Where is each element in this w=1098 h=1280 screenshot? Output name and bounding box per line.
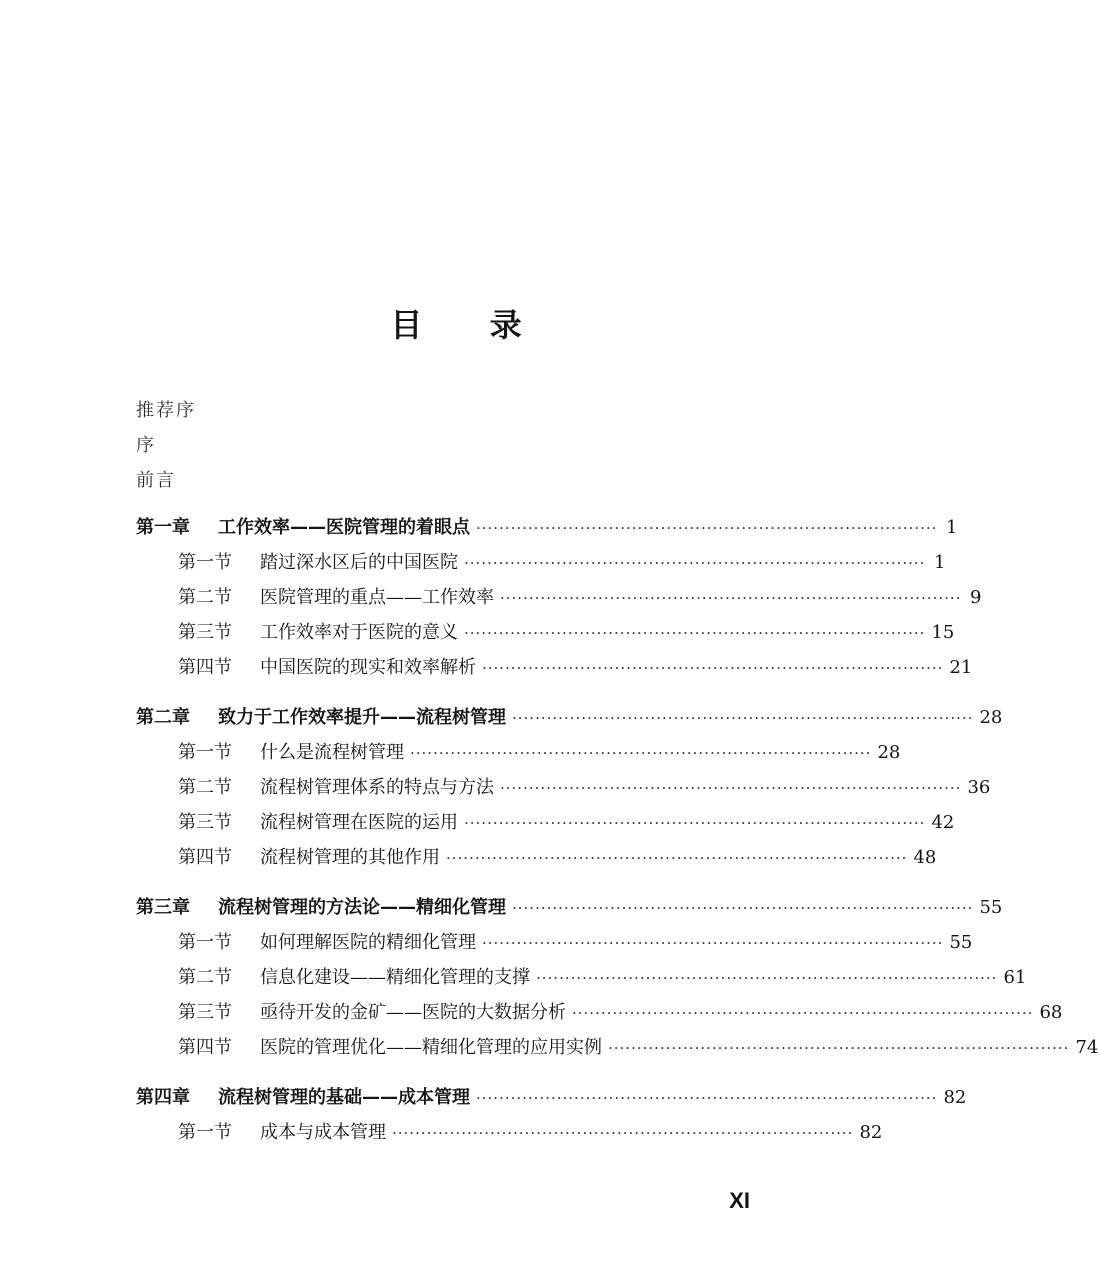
section-title: 流程树管理在医院的运用	[260, 812, 458, 833]
chapter-gap	[136, 875, 756, 890]
chapter-label: 第二章	[136, 707, 190, 728]
section-page-number: 61	[1003, 967, 1027, 988]
toc-chapter-entry[interactable]	[136, 700, 1003, 735]
dot-leader: ················································································	[392, 1124, 854, 1142]
dot-leader: ················································································	[464, 814, 926, 832]
section-title: 信息化建设——精细化管理的支撑	[260, 967, 530, 988]
toc-section-entry[interactable]	[136, 960, 1027, 995]
dot-leader: ················································································	[482, 934, 944, 952]
chapter-title: 致力于工作效率提升——流程树管理	[218, 707, 506, 728]
section-page-number: 68	[1039, 1002, 1063, 1023]
front-matter-recommendation-preface: 推荐序	[136, 400, 196, 421]
toc-section-entry[interactable]	[136, 925, 973, 960]
dot-leader: ················································································	[464, 554, 926, 572]
section-page-number: 28	[877, 742, 901, 763]
section-page-number: 42	[931, 812, 955, 833]
section-label: 第三节	[178, 622, 232, 643]
section-label: 第三节	[178, 1002, 232, 1023]
section-title: 亟待开发的金矿——医院的大数据分析	[260, 1002, 566, 1023]
dot-leader: ················································································	[446, 849, 908, 867]
section-page-number: 15	[931, 622, 955, 643]
section-title: 踏过深水区后的中国医院	[260, 552, 458, 573]
section-label: 第三节	[178, 812, 232, 833]
chapter-title: 流程树管理的方法论——精细化管理	[218, 897, 506, 918]
page-number: XI	[729, 1188, 750, 1213]
section-page-number: 9	[970, 587, 982, 608]
section-page-number: 82	[859, 1122, 883, 1143]
chapter-label: 第三章	[136, 897, 190, 918]
section-label: 第二节	[178, 967, 232, 988]
section-title: 医院的管理优化——精细化管理的应用实例	[260, 1037, 602, 1058]
toc-section-entry[interactable]	[136, 1030, 1098, 1065]
dot-leader: ················································································	[476, 519, 938, 537]
dot-leader: ················································································	[464, 624, 926, 642]
section-page-number: 48	[913, 847, 937, 868]
dot-leader: ················································································	[500, 779, 962, 797]
section-page-number: 1	[934, 552, 946, 573]
toc-section-entry[interactable]	[136, 545, 946, 580]
section-page-number: 36	[967, 777, 991, 798]
section-page-number: 21	[949, 657, 973, 678]
dot-leader: ················································································	[500, 589, 962, 607]
section-title: 流程树管理体系的特点与方法	[260, 777, 494, 798]
chapter-page-number: 55	[979, 897, 1003, 918]
section-title: 中国医院的现实和效率解析	[260, 657, 476, 678]
chapter-gap	[136, 1065, 756, 1080]
section-label: 第二节	[178, 587, 232, 608]
dot-leader: ················································································	[512, 899, 974, 917]
section-page-number: 74	[1075, 1037, 1098, 1058]
toc-chapter-entry[interactable]	[136, 510, 958, 545]
section-title: 成本与成本管理	[260, 1122, 386, 1143]
toc-section-entry[interactable]	[136, 735, 901, 770]
toc-section-entry[interactable]	[136, 995, 1063, 1030]
page-title: 目 录	[390, 306, 550, 344]
toc-section-entry[interactable]	[136, 840, 937, 875]
section-title: 什么是流程树管理	[260, 742, 404, 763]
chapter-label: 第一章	[136, 517, 190, 538]
table-of-contents	[136, 510, 1098, 1150]
section-page-number: 55	[949, 932, 973, 953]
section-label: 第一节	[178, 552, 232, 573]
dot-leader: ················································································	[512, 709, 974, 727]
front-matter-preface: 序	[136, 435, 156, 456]
toc-section-entry[interactable]	[136, 580, 982, 615]
chapter-gap	[136, 685, 756, 700]
section-title: 医院管理的重点——工作效率	[260, 587, 494, 608]
chapter-title: 工作效率——医院管理的着眼点	[218, 517, 470, 538]
chapter-page-number: 1	[946, 517, 958, 538]
dot-leader: ················································································	[410, 744, 872, 762]
chapter-label: 第四章	[136, 1087, 190, 1108]
toc-chapter-entry[interactable]	[136, 1080, 967, 1115]
dot-leader: ················································································	[572, 1004, 1034, 1022]
section-label: 第一节	[178, 932, 232, 953]
section-title: 工作效率对于医院的意义	[260, 622, 458, 643]
toc-chapter-entry[interactable]	[136, 890, 1003, 925]
dot-leader: ················································································	[536, 969, 998, 987]
toc-section-entry[interactable]	[136, 615, 955, 650]
dot-leader: ················································································	[608, 1039, 1070, 1057]
section-label: 第二节	[178, 777, 232, 798]
dot-leader: ················································································	[482, 659, 944, 677]
chapter-page-number: 28	[979, 707, 1003, 728]
chapter-page-number: 82	[943, 1087, 967, 1108]
section-label: 第四节	[178, 657, 232, 678]
chapter-title: 流程树管理的基础——成本管理	[218, 1087, 470, 1108]
section-label: 第四节	[178, 1037, 232, 1058]
section-label: 第四节	[178, 847, 232, 868]
toc-section-entry[interactable]	[136, 650, 973, 685]
section-label: 第一节	[178, 742, 232, 763]
section-label: 第一节	[178, 1122, 232, 1143]
section-title: 流程树管理的其他作用	[260, 847, 440, 868]
toc-section-entry[interactable]	[136, 770, 991, 805]
section-title: 如何理解医院的精细化管理	[260, 932, 476, 953]
front-matter-foreword: 前言	[136, 470, 176, 491]
toc-section-entry[interactable]	[136, 1115, 883, 1150]
dot-leader: ················································································	[476, 1089, 938, 1107]
toc-section-entry[interactable]	[136, 805, 955, 840]
